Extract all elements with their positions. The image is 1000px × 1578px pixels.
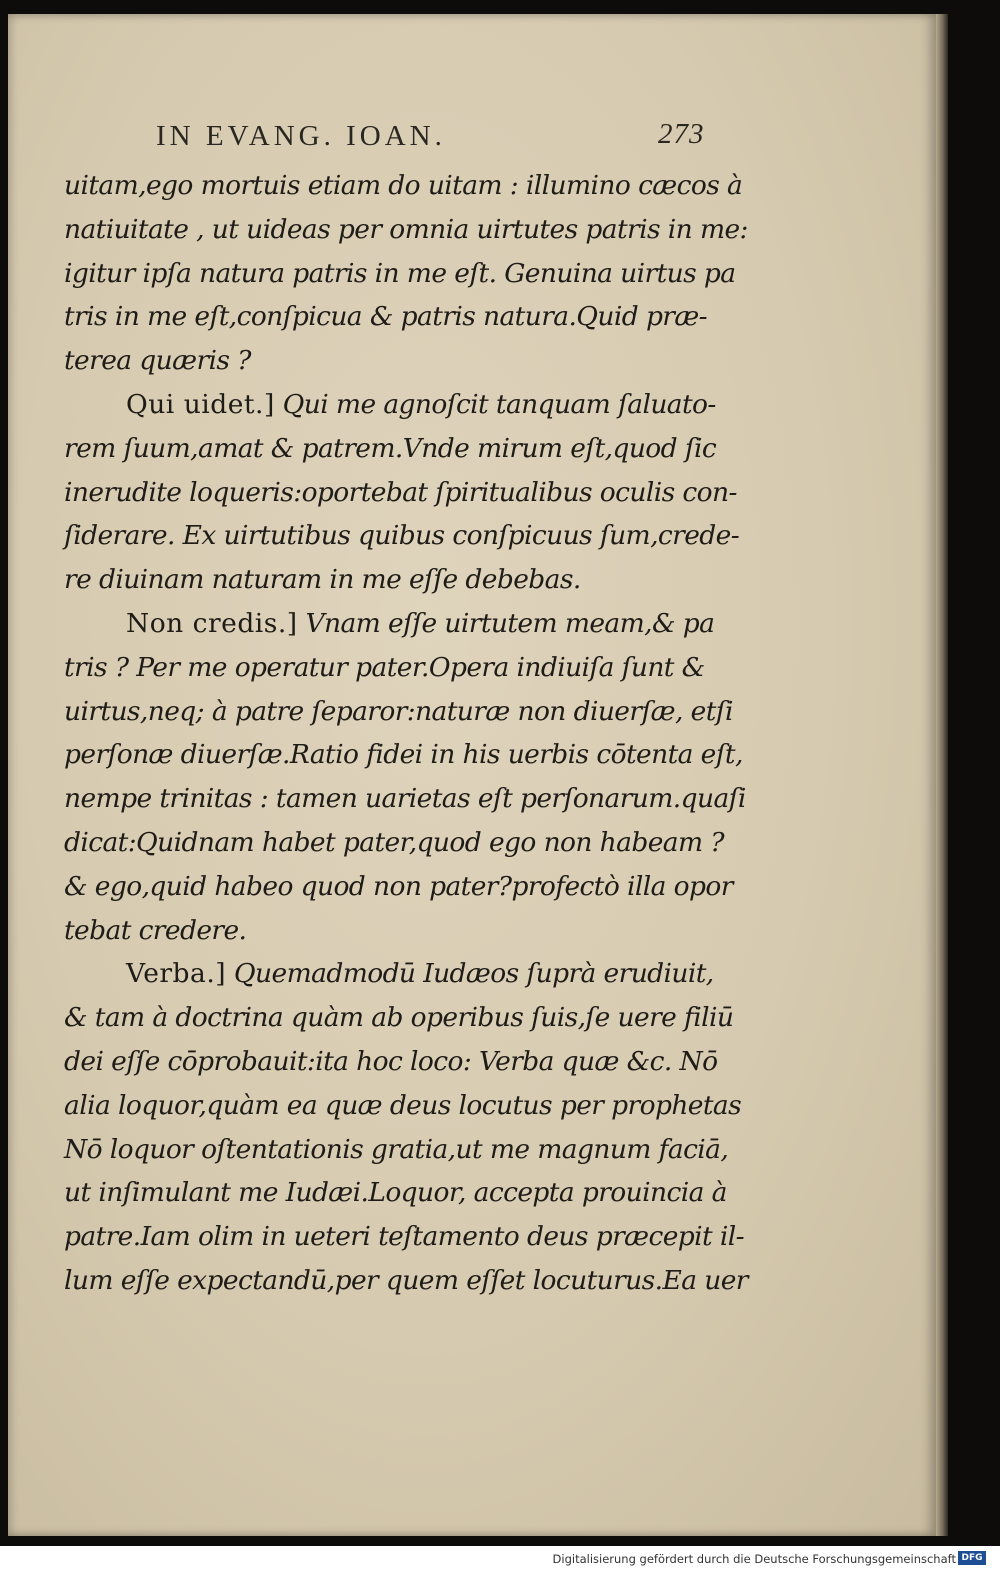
text-line: nempe trinitas : tamen uarietas eſt perſonarum.quaſi <box>64 783 746 815</box>
text-line: rem ſuum,amat & patrem.Vnde mirum eſt,quod ſic <box>64 432 717 464</box>
text-line: tris ? Per me operatur pater.Opera indiuiſa ſunt & <box>64 651 705 683</box>
text-line: tris in me eſt,conſpicua & patris natura.Quid præ- <box>64 301 708 333</box>
text-line: & ego,quid habeo quod non pater?profectò illa opor <box>64 870 733 902</box>
text-line: Nō loquor oſtentationis gratia,ut me magnum faciā, <box>64 1133 729 1165</box>
page-edge-shadow <box>936 14 948 1536</box>
text-line <box>64 602 744 646</box>
text-line: ſiderare. Ex uirtutibus quibus conſpicuus ſum,crede- <box>64 520 740 552</box>
text-line: uirtus,neq; à patre ſeparor:naturæ non diuerſæ, etſi <box>64 695 733 727</box>
text-line: natiuitate , ut uideas per omnia uirtutes patris in me: <box>64 213 748 245</box>
text-line: dei eſſe cōprobauit:ita hoc loco: Verba quæ &c. Nō <box>64 1045 718 1077</box>
line-text: Qui me agnoſcit tanquam ſaluato- <box>282 388 716 420</box>
text-line: igitur ipſa natura patris in me eſt. Genuina uirtus pa <box>64 257 736 289</box>
lemma: Qui uidet.] <box>126 388 275 420</box>
dfg-logo: DFG <box>958 1551 986 1565</box>
text-line <box>64 952 744 996</box>
footer-bar <box>0 1546 1000 1578</box>
funding-credit: Digitalisierung gefördert durch die Deutsche Forschungsgemeinschaft <box>552 1552 956 1566</box>
text-line: tebat credere. <box>64 914 247 946</box>
text-line: lum eſſe expectandū,per quem eſſet locuturus.Ea uer <box>64 1264 748 1296</box>
text-line: & tam à doctrina quàm ab operibus ſuis,ſe uere filiū <box>64 1002 734 1034</box>
lemma: Verba.] <box>126 958 227 990</box>
text-line: perſonæ diuerſæ.Ratio fidei in his uerbis cōtenta eſt, <box>64 739 743 771</box>
text-line: re diuinam naturam in me eſſe debebas. <box>64 564 581 596</box>
text-line: inerudite loqueris:oportebat ſpiritualibus oculis con- <box>64 476 737 508</box>
line-text: Quemadmodū Iudæos ſuprà erudiuit, <box>233 958 714 990</box>
line-text: Vnam eſſe uirtutem meam,& pa <box>305 607 715 639</box>
page-header <box>8 120 936 160</box>
running-title: IN EVANG. IOAN. <box>156 120 446 152</box>
lemma: Non credis.] <box>126 607 298 639</box>
book-page <box>8 14 936 1536</box>
text-line: dicat:Quidnam habet pater,quod ego non habeam ? <box>64 826 724 858</box>
text-line: patre.Iam olim in ueteri teſtamento deus præcepit il- <box>64 1221 744 1253</box>
page-number: 273 <box>658 118 705 150</box>
body-text <box>64 164 748 1303</box>
text-line: ut inſimulant me Iudæi.Loquor, accepta prouincia à <box>64 1177 727 1209</box>
text-line: alia loquor,quàm ea quæ deus locutus per prophetas <box>64 1089 742 1121</box>
text-line <box>64 383 744 427</box>
text-line: terea quæris ? <box>64 345 251 377</box>
text-line: uitam,ego mortuis etiam do uitam : illumino cæcos à <box>64 170 743 201</box>
